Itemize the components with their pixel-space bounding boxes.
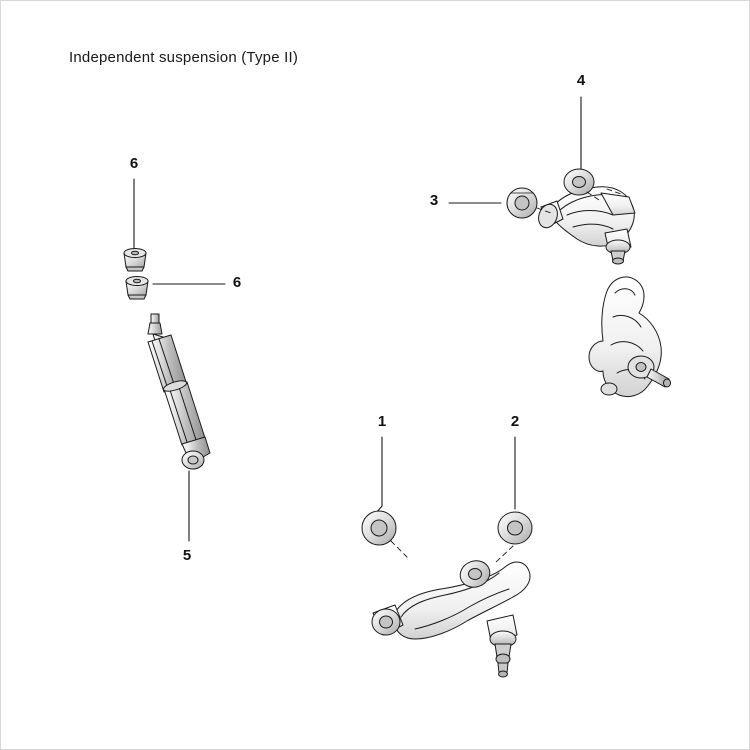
callout-3: 3 xyxy=(429,192,439,209)
callout-6-upper: 6 xyxy=(129,155,139,172)
callout-5: 5 xyxy=(182,547,192,564)
callout-1: 1 xyxy=(377,413,387,430)
bushing-upper-front xyxy=(507,188,537,218)
bushing-upper-rear xyxy=(564,169,594,195)
diagram-canvas xyxy=(1,1,750,750)
page-title: Independent suspension (Type II) xyxy=(69,49,299,66)
leader-lines xyxy=(134,97,581,541)
callout-4: 4 xyxy=(576,72,586,89)
shock-bushing-upper xyxy=(124,249,146,272)
upper-control-arm xyxy=(535,187,635,264)
lower-control-arm xyxy=(372,557,530,677)
steering-knuckle xyxy=(589,277,671,397)
shock-bushing-lower xyxy=(126,277,148,300)
bushing-lower-rear xyxy=(498,512,532,544)
bushing-lower-front xyxy=(362,511,396,545)
callout-6-lower: 6 xyxy=(232,274,242,291)
assembly-dash-lower xyxy=(391,541,513,563)
callout-2: 2 xyxy=(510,413,520,430)
shock-absorber xyxy=(148,314,210,469)
